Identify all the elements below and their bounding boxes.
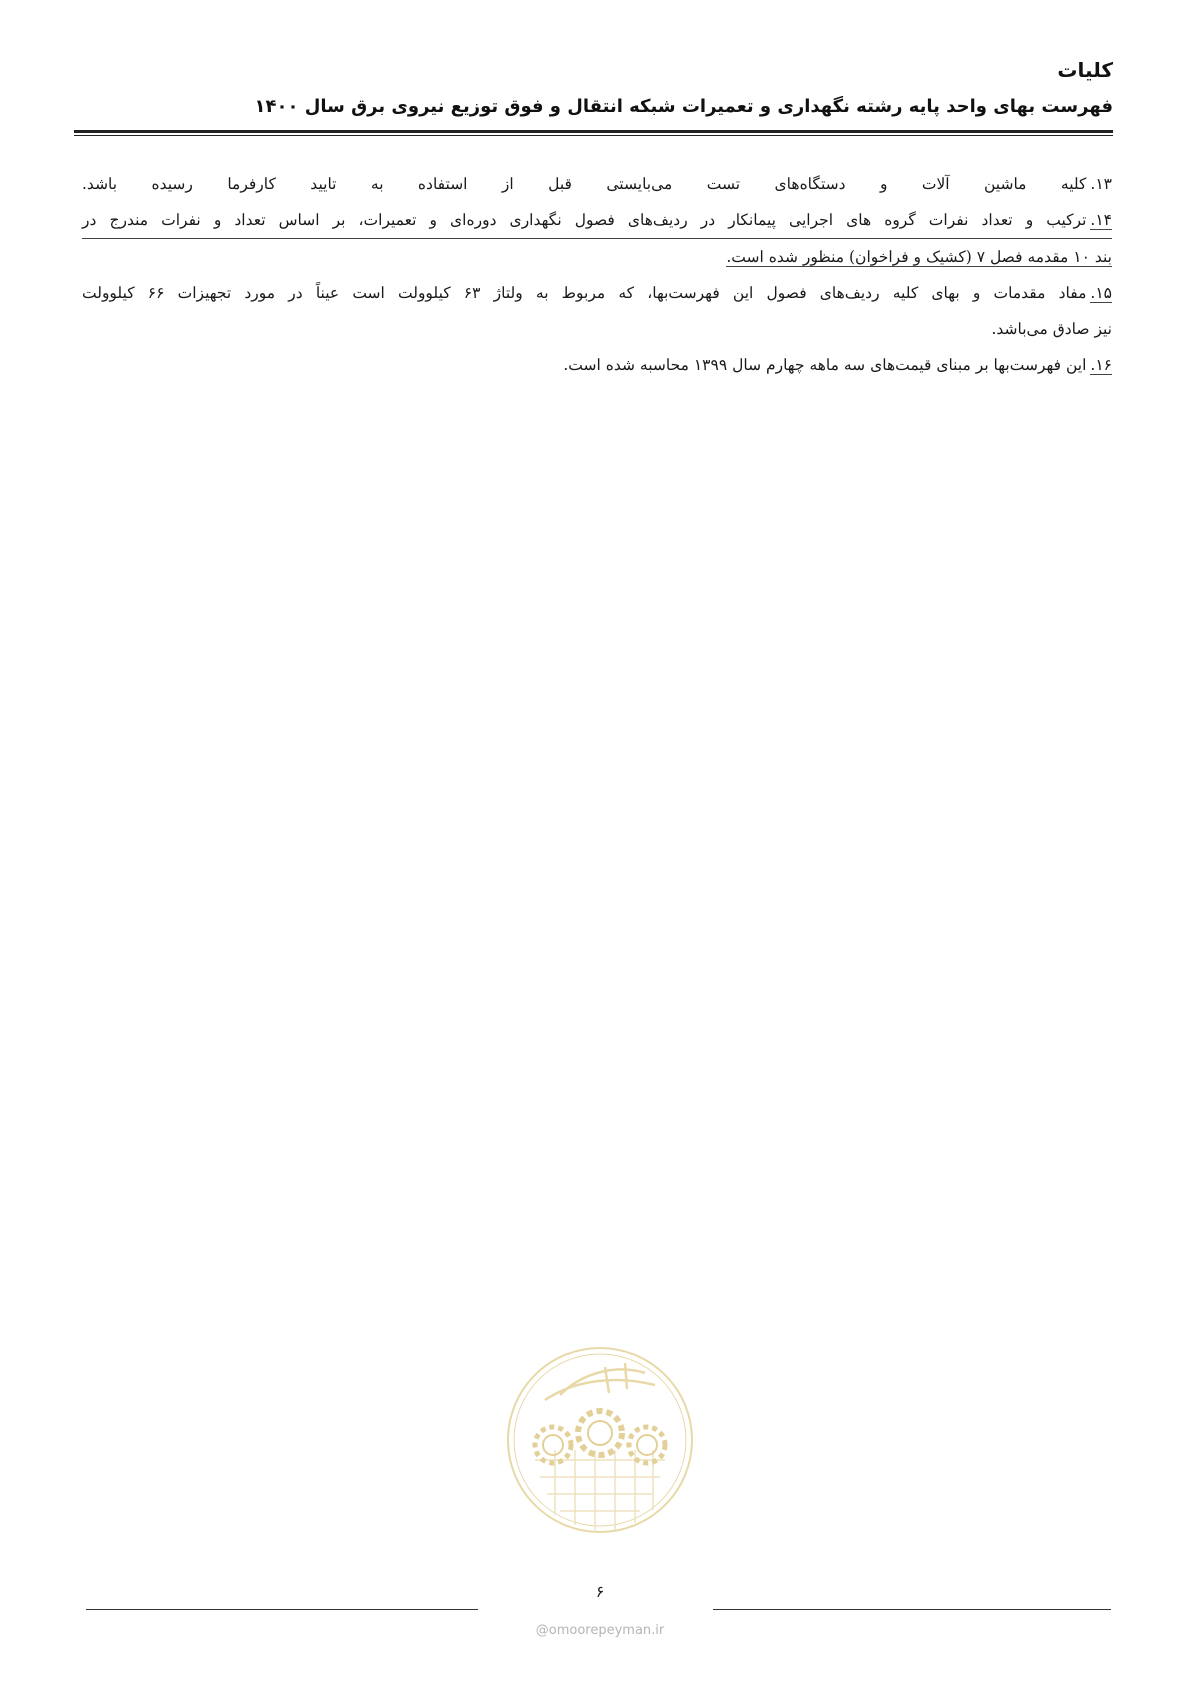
list-item <box>82 202 1112 275</box>
header-rule-thin <box>74 135 1113 136</box>
list-item <box>82 166 1112 202</box>
item-number: ۱۶. <box>1090 356 1112 374</box>
header-rule-thick <box>74 130 1113 133</box>
item-text: مفاد مقدمات و بهای کلیه ردیف‌های فصول این فهرست‌بها، که مربوط به ولتاژ ۶۳ کیلوولت است عیناً در مورد تجهیزات ۶۶ کیلوولت <box>82 284 1087 302</box>
page-number: ۶ <box>595 1582 605 1601</box>
item-text: ترکیب و تعداد نفرات گروه های اجرایی پیمانکار در ردیف‌های فصول نگهداری دوره‌ای و تعمیرات، بر اساس تعداد و نفرات مندرج در <box>82 211 1087 229</box>
footer-rule-right <box>713 1609 1111 1610</box>
item-number: ۱۴. <box>1090 211 1112 229</box>
item-list <box>82 166 1112 383</box>
item-text: کلیه ماشین آلات و دستگاه‌های تست می‌بایستی قبل از استفاده به تایید کارفرما رسیده باشد. <box>82 175 1087 193</box>
list-item <box>82 347 1112 383</box>
list-item <box>82 275 1112 347</box>
document-title: فهرست بهای واحد پایه رشته نگهداری و تعمیرات شبکه انتقال و فوق توزیع نیروی برق سال ۱۴۰۰ <box>254 96 1113 117</box>
item-text-continued: بند ۱۰ مقدمه فصل ۷ (کشیک و فراخوان) منظور شده است. <box>726 248 1112 266</box>
item-number: ۱۵. <box>1090 284 1112 302</box>
watermark-logo <box>505 1345 695 1535</box>
footer-rule-left <box>86 1609 478 1610</box>
website-watermark[interactable]: @omoorepeyman.ir <box>535 1623 665 1638</box>
item-text: این فهرست‌بها بر مبنای قیمت‌های سه ماهه چهارم سال ۱۳۹۹ محاسبه شده است. <box>563 356 1087 374</box>
section-title: کلیات <box>1057 58 1113 82</box>
item-number: ۱۳. <box>1090 175 1112 193</box>
item-text-continued: نیز صادق می‌باشد. <box>991 320 1112 338</box>
